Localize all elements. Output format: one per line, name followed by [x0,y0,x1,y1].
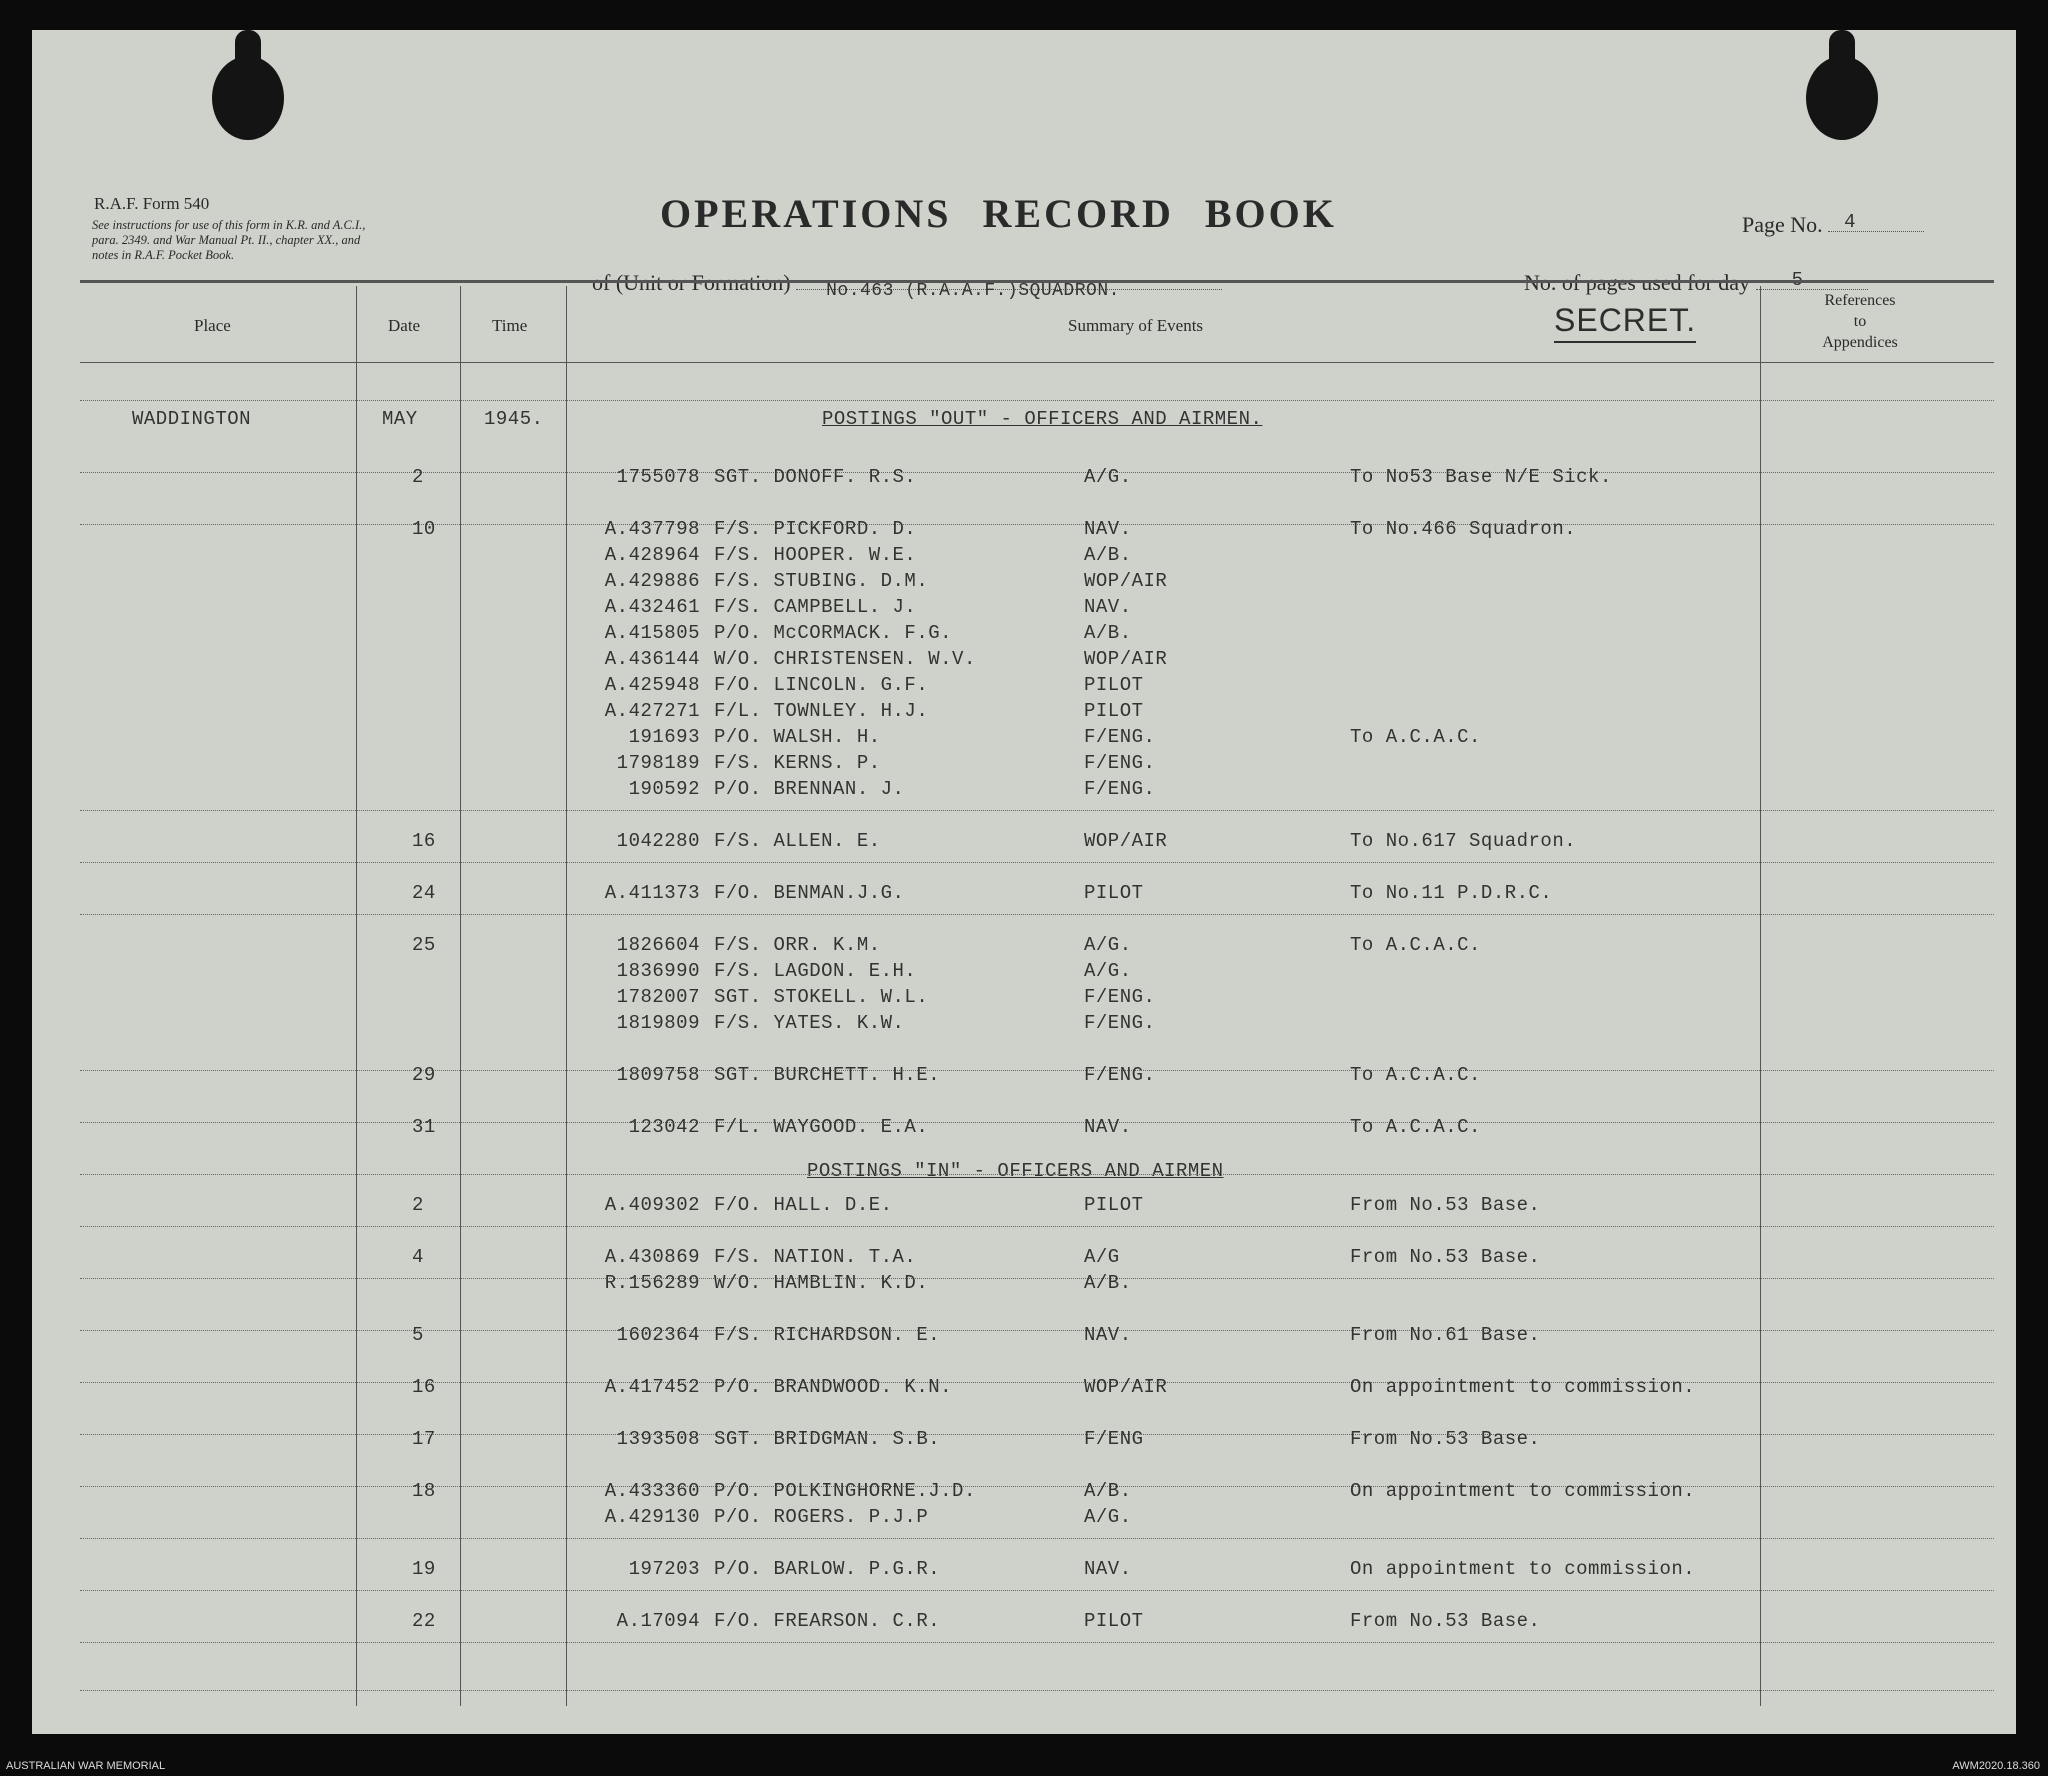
trade: WOP/AIR [1084,1376,1168,1398]
col-divider-place [356,286,357,1706]
entry-date: 17 [412,1428,436,1450]
remark: From No.53 Base. [1350,1428,1541,1450]
trade: F/ENG. [1084,986,1156,1008]
form-page [32,30,2016,1734]
service-number: 1809758 [616,1064,700,1086]
rank-and-name: SGT. BURCHETT. H.E. [714,1064,941,1086]
trade: A/B. [1084,544,1132,566]
trade: F/ENG. [1084,1064,1156,1086]
rank-and-name: SGT. BRIDGMAN. S.B. [714,1428,941,1450]
col-header-place: Place [194,316,231,335]
ruled-line [80,810,1994,811]
section-postings-in: POSTINGS "IN" - OFFICERS AND AIRMEN [807,1160,1224,1182]
trade: F/ENG. [1084,752,1156,774]
col-header-date: Date [388,316,421,335]
col-header-references: References to Appendices [1822,292,1898,351]
trade: A/G. [1084,466,1132,488]
trade: NAV. [1084,1558,1132,1580]
trade: PILOT [1084,674,1144,696]
column-header-bottom-rule [80,362,1994,363]
service-number: 1782007 [616,986,700,1008]
remark: From No.53 Base. [1350,1194,1541,1216]
service-number: A.411373 [604,882,700,904]
rank-and-name: F/S. PICKFORD. D. [714,518,917,540]
rank-and-name: F/S. NATION. T.A. [714,1246,917,1268]
entry-date: 5 [412,1324,424,1346]
pages-used-field: No. of pages used for day 5 [1524,270,1868,296]
rank-and-name: SGT. DONOFF. R.S. [714,466,917,488]
service-number: A.432461 [604,596,700,618]
trade: A/B. [1084,1272,1132,1294]
entry-date: 16 [412,1376,436,1398]
service-number: A.430869 [604,1246,700,1268]
footer-right: AWM2020.18.360 [1952,1760,2040,1772]
rank-and-name: F/S. HOOPER. W.E. [714,544,917,566]
service-number: A.436144 [604,648,700,670]
remark: To No.11 P.D.R.C. [1350,882,1553,904]
trade: NAV. [1084,1324,1132,1346]
rank-and-name: F/S. CAMPBELL. J. [714,596,917,618]
service-number: A.429130 [604,1506,700,1528]
trade: PILOT [1084,1194,1144,1216]
col-divider-date [460,286,461,1706]
service-number: 1393508 [616,1428,700,1450]
rank-and-name: P/O. BRENNAN. J. [714,778,905,800]
remark: On appointment to commission. [1350,1558,1696,1580]
rank-and-name: F/S. ALLEN. E. [714,830,881,852]
page-title: OPERATIONS RECORD BOOK [660,191,1337,236]
entry-date: 16 [412,830,436,852]
service-number: 197203 [628,1558,700,1580]
trade: PILOT [1084,1610,1144,1632]
service-number: 1819809 [616,1012,700,1034]
rank-and-name: F/S. RICHARDSON. E. [714,1324,941,1346]
remark: From No.53 Base. [1350,1246,1541,1268]
ruled-line [80,472,1994,473]
remark: From No.61 Base. [1350,1324,1541,1346]
trade: WOP/AIR [1084,830,1168,852]
ruled-line [80,1330,1994,1331]
rank-and-name: F/S. KERNS. P. [714,752,881,774]
service-number: 1755078 [616,466,700,488]
service-number: 1836990 [616,960,700,982]
month-value: MAY [382,408,418,430]
entry-date: 29 [412,1064,436,1086]
ruled-line [80,524,1994,525]
remark: To A.C.A.C. [1350,726,1481,748]
rank-and-name: P/O. ROGERS. P.J.P [714,1506,929,1528]
trade: A/G. [1084,1506,1132,1528]
trade: A/G [1084,1246,1120,1268]
rank-and-name: F/S. ORR. K.M. [714,934,881,956]
trade: F/ENG. [1084,726,1156,748]
ruled-line [80,1174,1994,1175]
rank-and-name: F/S. YATES. K.W. [714,1012,905,1034]
punch-hole-right [1806,56,1878,140]
rank-and-name: P/O. BRANDWOOD. K.N. [714,1376,953,1398]
remark: To A.C.A.C. [1350,1116,1481,1138]
service-number: 1826604 [616,934,700,956]
ruled-line [80,862,1994,863]
entry-date: 19 [412,1558,436,1580]
remark: To No53 Base N/E Sick. [1350,466,1612,488]
trade: WOP/AIR [1084,648,1168,670]
service-number: A.437798 [604,518,700,540]
unit-value: No.463 (R.A.A.F.)SQUADRON. [826,281,1120,301]
page-number-value: 4 [1844,211,1857,233]
rank-and-name: F/L. TOWNLEY. H.J. [714,700,929,722]
trade: PILOT [1084,700,1144,722]
entry-date: 22 [412,1610,436,1632]
trade: NAV. [1084,596,1132,618]
unit-field: of (Unit or Formation) No.463 (R.A.A.F.)SQUADRON. [592,270,1222,296]
rank-and-name: P/O. McCORMACK. F.G. [714,622,953,644]
trade: F/ENG. [1084,778,1156,800]
ruled-line [80,1382,1994,1383]
col-header-time: Time [492,316,528,335]
entry-date: 10 [412,518,436,540]
service-number: A.425948 [604,674,700,696]
trade: F/ENG [1084,1428,1144,1450]
rank-and-name: F/L. WAYGOOD. E.A. [714,1116,929,1138]
entry-date: 2 [412,466,424,488]
service-number: 1798189 [616,752,700,774]
ruled-line [80,1226,1994,1227]
remark: To No.617 Squadron. [1350,830,1577,852]
service-number: A.433360 [604,1480,700,1502]
rank-and-name: W/O. HAMBLIN. K.D. [714,1272,929,1294]
ruled-line [80,1434,1994,1435]
trade: A/B. [1084,1480,1132,1502]
col-divider-time [566,286,567,1706]
ruled-line [80,1486,1994,1487]
secret-stamp: SECRET. [1554,302,1696,343]
service-number: A.429886 [604,570,700,592]
trade: NAV. [1084,1116,1132,1138]
trade: NAV. [1084,518,1132,540]
rank-and-name: F/O. BENMAN.J.G. [714,882,905,904]
ruled-line [80,1538,1994,1539]
remark: To A.C.A.C. [1350,934,1481,956]
ruled-line [80,1278,1994,1279]
form-instructions: See instructions for use of this form in K.R. and A.C.I., para. 2349. and War Manual Pt. II., chapter XX., and notes in R.A.F. Pocket Book. [92,218,366,262]
rank-and-name: P/O. POLKINGHORNE.J.D. [714,1480,976,1502]
col-divider-summary [1760,286,1761,1706]
trade: WOP/AIR [1084,570,1168,592]
remark: On appointment to commission. [1350,1376,1696,1398]
trade: PILOT [1084,882,1144,904]
service-number: A.417452 [604,1376,700,1398]
rank-and-name: W/O. CHRISTENSEN. W.V. [714,648,976,670]
ruled-line [80,1122,1994,1123]
service-number: 123042 [628,1116,700,1138]
ruled-line [80,1590,1994,1591]
year-value: 1945. [484,408,544,430]
rank-and-name: P/O. BARLOW. P.G.R. [714,1558,941,1580]
col-header-summary: Summary of Events [1068,316,1204,335]
ruled-line [80,1070,1994,1071]
entry-date: 31 [412,1116,436,1138]
service-number: R.156289 [604,1272,700,1294]
page-number-field: Page No. 4 [1742,212,1924,238]
service-number: A.17094 [616,1610,700,1632]
trade: A/B. [1084,622,1132,644]
rank-and-name: F/O. HALL. D.E. [714,1194,893,1216]
rank-and-name: F/O. LINCOLN. G.F. [714,674,929,696]
service-number: A.409302 [604,1194,700,1216]
service-number: 190592 [628,778,700,800]
remark: To No.466 Squadron. [1350,518,1577,540]
service-number: A.415805 [604,622,700,644]
entry-date: 18 [412,1480,436,1502]
service-number: A.428964 [604,544,700,566]
rank-and-name: P/O. WALSH. H. [714,726,881,748]
ruled-line [80,400,1994,401]
place-value: WADDINGTON [132,408,252,430]
rank-and-name: F/S. STUBING. D.M. [714,570,929,592]
remark: From No.53 Base. [1350,1610,1541,1632]
trade: A/G. [1084,960,1132,982]
pages-used-value: 5 [1791,269,1804,291]
entry-date: 2 [412,1194,424,1216]
remark: On appointment to commission. [1350,1480,1696,1502]
rank-and-name: F/O. FREARSON. C.R. [714,1610,941,1632]
service-number: 191693 [628,726,700,748]
service-number: 1602364 [616,1324,700,1346]
trade: F/ENG. [1084,1012,1156,1034]
footer-left: AUSTRALIAN WAR MEMORIAL [6,1760,166,1772]
trade: A/G. [1084,934,1132,956]
service-number: A.427271 [604,700,700,722]
header-rule-inner [80,282,1994,283]
entry-date: 4 [412,1246,424,1268]
entry-date: 25 [412,934,436,956]
punch-hole-left [212,56,284,140]
entry-date: 24 [412,882,436,904]
ruled-line [80,914,1994,915]
service-number: 1042280 [616,830,700,852]
remark: To A.C.A.C. [1350,1064,1481,1086]
section-postings-out: POSTINGS "OUT" - OFFICERS AND AIRMEN. [822,408,1263,430]
rank-and-name: SGT. STOKELL. W.L. [714,986,929,1008]
ruled-line [80,1690,1994,1691]
form-number: R.A.F. Form 540 [94,194,210,213]
ruled-line [80,1642,1994,1643]
rank-and-name: F/S. LAGDON. E.H. [714,960,917,982]
